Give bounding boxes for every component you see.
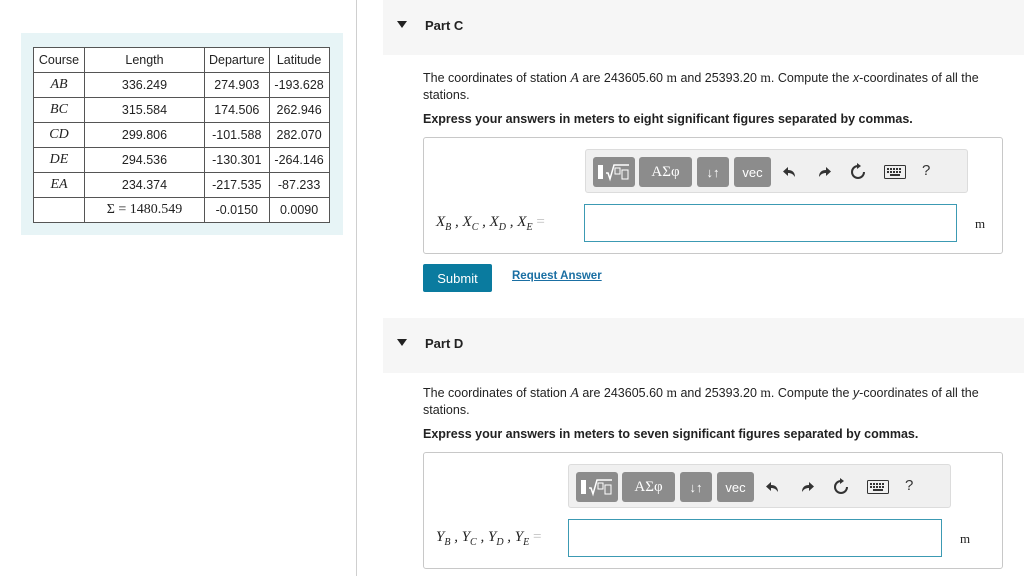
- submit-button[interactable]: Submit: [423, 264, 492, 292]
- station-variable: A: [570, 71, 579, 86]
- unit-text: m: [666, 70, 677, 85]
- question-text: -coordinates of all the stations.: [423, 386, 979, 417]
- keyboard-icon[interactable]: [882, 159, 908, 185]
- length-cell: 234.374: [85, 173, 205, 198]
- request-answer-link[interactable]: Request Answer: [512, 270, 602, 282]
- sum-departure-cell: -0.0150: [205, 198, 270, 223]
- part-d-answer-label: $Y_B$ , $Y_C$ , $Y_D$ , $Y_E$ =: [436, 529, 542, 548]
- vector-button[interactable]: vec: [717, 472, 754, 502]
- question-text: The coordinates of station: [423, 386, 571, 400]
- reset-icon[interactable]: [828, 474, 854, 500]
- part-c-answer-label: $X_B$ , $X_C$ , $X_D$ , $X_E$ =: [436, 214, 545, 233]
- unit-text: m: [760, 385, 771, 400]
- latitude-cell: -87.233: [269, 173, 329, 198]
- table-row: [34, 148, 330, 173]
- departure-cell: -130.301: [205, 148, 270, 173]
- templates-icon: [579, 476, 615, 498]
- latitude-cell: -193.628: [269, 73, 329, 98]
- traverse-table: [33, 47, 330, 223]
- station-variable: A: [570, 386, 579, 401]
- reset-icon[interactable]: [845, 159, 871, 185]
- part-d-answer-input[interactable]: [568, 519, 942, 557]
- length-cell: 315.584: [85, 98, 205, 123]
- subscript-superscript-button[interactable]: ↓↑: [697, 157, 729, 187]
- latitude-cell: 262.946: [269, 98, 329, 123]
- undo-icon[interactable]: [760, 474, 786, 500]
- sum-empty-cell: [34, 198, 85, 223]
- length-cell: 294.536: [85, 148, 205, 173]
- question-text: and 25393.20: [676, 71, 761, 85]
- help-icon[interactable]: ?: [905, 477, 914, 494]
- column-divider: [356, 0, 357, 576]
- departure-cell: -101.588: [205, 123, 270, 148]
- greek-symbols-button[interactable]: ΑΣφ: [622, 472, 675, 502]
- course-cell: CD: [34, 123, 85, 148]
- part-d-unit: m: [960, 531, 971, 546]
- collapse-triangle-icon[interactable]: [397, 21, 407, 28]
- header-departure: Departure: [205, 48, 270, 73]
- part-c-title: Part C: [425, 18, 464, 33]
- table-row: [34, 98, 330, 123]
- table-sum-row: [34, 198, 330, 223]
- vector-button[interactable]: vec: [734, 157, 771, 187]
- header-latitude: Latitude: [269, 48, 329, 73]
- departure-cell: 274.903: [205, 73, 270, 98]
- subscript-superscript-button[interactable]: ↓↑: [680, 472, 712, 502]
- sum-latitude-cell: 0.0090: [269, 198, 329, 223]
- course-cell: DE: [34, 148, 85, 173]
- unit-text: m: [666, 385, 677, 400]
- sum-length-cell: Σ = 1480.549: [85, 198, 205, 223]
- math-toolbar: [568, 464, 951, 508]
- header-course: Course: [34, 48, 85, 73]
- templates-icon: [596, 161, 632, 183]
- math-toolbar: [585, 149, 968, 193]
- part-c-answer-box: [423, 137, 1003, 254]
- departure-cell: 174.506: [205, 98, 270, 123]
- length-cell: 336.249: [85, 73, 205, 98]
- header-length: Length: [85, 48, 205, 73]
- table-row: [34, 173, 330, 198]
- question-text: are 243605.60: [578, 71, 667, 85]
- axis-variable: y: [852, 386, 860, 400]
- course-cell: AB: [34, 73, 85, 98]
- part-c-instruction: Express your answers in meters to eight significant figures separated by commas.: [423, 112, 913, 126]
- redo-icon[interactable]: [794, 474, 820, 500]
- table-row: [34, 123, 330, 148]
- question-text: are 243605.60: [578, 386, 667, 400]
- latitude-cell: 282.070: [269, 123, 329, 148]
- redo-icon[interactable]: [811, 159, 837, 185]
- part-c-answer-input[interactable]: [584, 204, 957, 242]
- part-d-question: [423, 385, 1013, 418]
- part-c-unit: m: [975, 216, 986, 231]
- templates-button[interactable]: [576, 472, 618, 502]
- table-row: [34, 73, 330, 98]
- undo-icon[interactable]: [777, 159, 803, 185]
- part-c-question: [423, 70, 1013, 103]
- latitude-cell: -264.146: [269, 148, 329, 173]
- keyboard-icon[interactable]: [865, 474, 891, 500]
- question-text: -coordinates of all the stations.: [423, 71, 979, 102]
- question-text: and 25393.20: [676, 386, 761, 400]
- part-d-instruction: Express your answers in meters to seven significant figures separated by commas.: [423, 427, 919, 441]
- greek-symbols-button[interactable]: ΑΣφ: [639, 157, 692, 187]
- part-d-title: Part D: [425, 336, 464, 351]
- part-d-header[interactable]: [383, 318, 1024, 373]
- templates-button[interactable]: [593, 157, 635, 187]
- question-text: . Compute the: [770, 71, 853, 85]
- part-d-answer-box: [423, 452, 1003, 569]
- collapse-triangle-icon[interactable]: [397, 339, 407, 346]
- question-text: The coordinates of station: [423, 71, 571, 85]
- help-icon[interactable]: ?: [922, 162, 931, 179]
- axis-variable: x: [852, 71, 860, 85]
- departure-cell: -217.535: [205, 173, 270, 198]
- course-cell: EA: [34, 173, 85, 198]
- length-cell: 299.806: [85, 123, 205, 148]
- question-text: . Compute the: [770, 386, 853, 400]
- course-cell: BC: [34, 98, 85, 123]
- table-header-row: [34, 48, 330, 73]
- unit-text: m: [760, 70, 771, 85]
- traverse-table-panel: [21, 33, 343, 235]
- part-c-header[interactable]: [383, 0, 1024, 55]
